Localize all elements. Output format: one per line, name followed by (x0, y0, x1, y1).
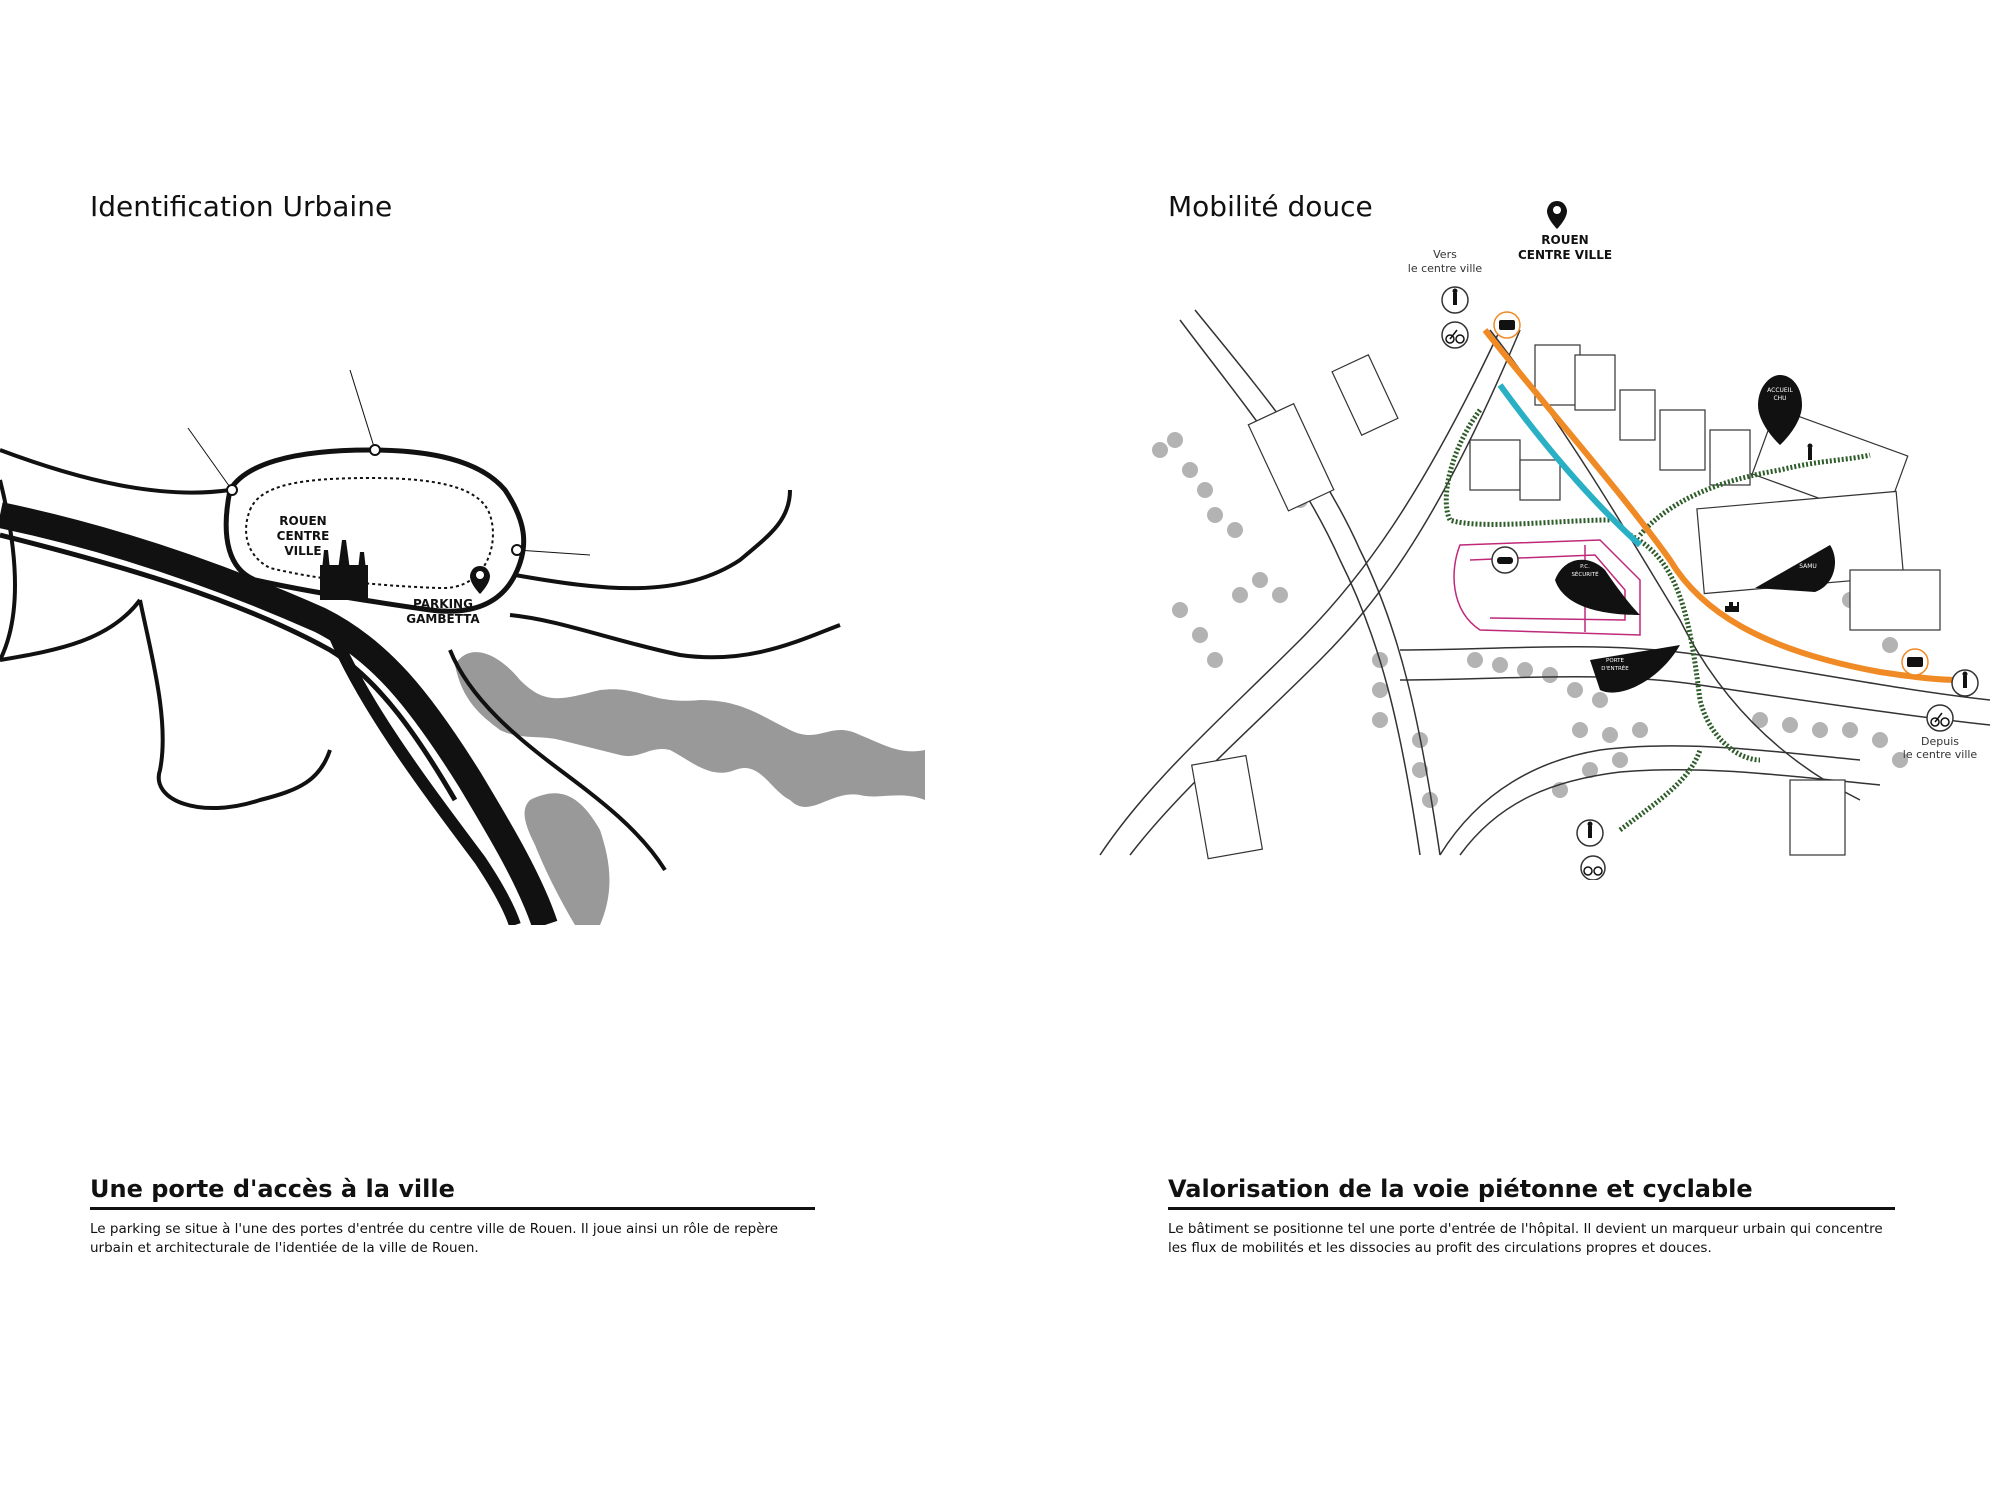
right-body-line-2: les flux de mobilités et les dissocies au profit des circulations propres et douces. (1168, 1240, 1712, 1256)
road-west (0, 450, 230, 493)
motorway (0, 515, 545, 925)
urban-identification-map (0, 330, 925, 925)
city-label-line-1: ROUEN (279, 514, 327, 528)
right-body-text (1168, 1220, 1883, 1258)
road-east (510, 615, 840, 657)
top-destination-line-2: CENTRE VILLE (1517, 248, 1613, 262)
pin-accueil-line-1: ACCUEIL (1767, 387, 1793, 394)
right-body-line-1: Le bâtiment se positionne tel une porte d'entrée de l'hôpital. Il devient un marqueur urbain qui concentre (1168, 1221, 1883, 1237)
depuis-line-2: le centre ville (1902, 748, 1978, 761)
bicycle-icon (1927, 705, 1953, 731)
top-destination-line-1: ROUEN (1541, 233, 1589, 247)
bus-icon (1902, 649, 1928, 675)
pin-pc-line-1: P.C. (1580, 564, 1590, 570)
map-pin-icon (1547, 201, 1567, 229)
road-southwest (0, 600, 140, 660)
left-section-heading: Une porte d'accès à la ville (90, 1175, 455, 1203)
left-heading-rule (90, 1207, 815, 1210)
left-panel-title: Identification Urbaine (90, 190, 393, 223)
bicycle-icon (1442, 322, 1468, 348)
car-icon (1492, 547, 1518, 573)
left-body-text (90, 1220, 778, 1258)
pin-pc-line-2: SÉCURITÉ (1571, 572, 1599, 578)
pin-samu-label: SAMU (1799, 563, 1817, 570)
road-south-loop (140, 600, 330, 808)
road-northeast (515, 490, 790, 588)
pin-porte-line-1: PORTE (1606, 658, 1624, 664)
parking-label-line-2: GAMBETTA (406, 612, 480, 626)
pedestrian-icon (1952, 670, 1978, 696)
pin-porte-line-2: D'ENTRÉE (1601, 666, 1629, 672)
depuis-line-1: Depuis (1921, 735, 1959, 748)
buildings (1192, 345, 1940, 859)
left-body-line-1: Le parking se situe à l'une des portes d'entrée du centre ville de Rouen. Il joue ainsi un rôle de repère (90, 1221, 779, 1237)
city-label-line-2: CENTRE (276, 529, 330, 543)
parking-label-line-1: PARKING (413, 597, 473, 611)
bicycle-icon (1581, 856, 1605, 880)
pedestrian-icon (1808, 444, 1813, 461)
pedestrian-icon (1442, 287, 1468, 313)
river-hill-shape (455, 652, 925, 807)
bus-icon (1494, 312, 1520, 338)
vers-line-2: le centre ville (1407, 262, 1483, 275)
left-body-line-2: urbain et architecturale de l'identiée de la ville de Rouen. (90, 1240, 479, 1256)
right-panel-title: Mobilité douce (1168, 190, 1373, 223)
pin-accueil-line-2: CHU (1773, 395, 1787, 402)
right-heading-rule (1168, 1207, 1895, 1210)
vers-line-1: Vers (1433, 248, 1457, 261)
right-section-heading: Valorisation de la voie piétonne et cyclable (1168, 1175, 1753, 1203)
cathedral-icon (320, 540, 368, 600)
flag-icon (1725, 602, 1739, 612)
pedestrian-icon (1577, 820, 1603, 846)
map-pin-icon (470, 566, 490, 594)
soft-mobility-map (1080, 190, 2000, 880)
city-label-line-3: VILLE (284, 544, 322, 558)
